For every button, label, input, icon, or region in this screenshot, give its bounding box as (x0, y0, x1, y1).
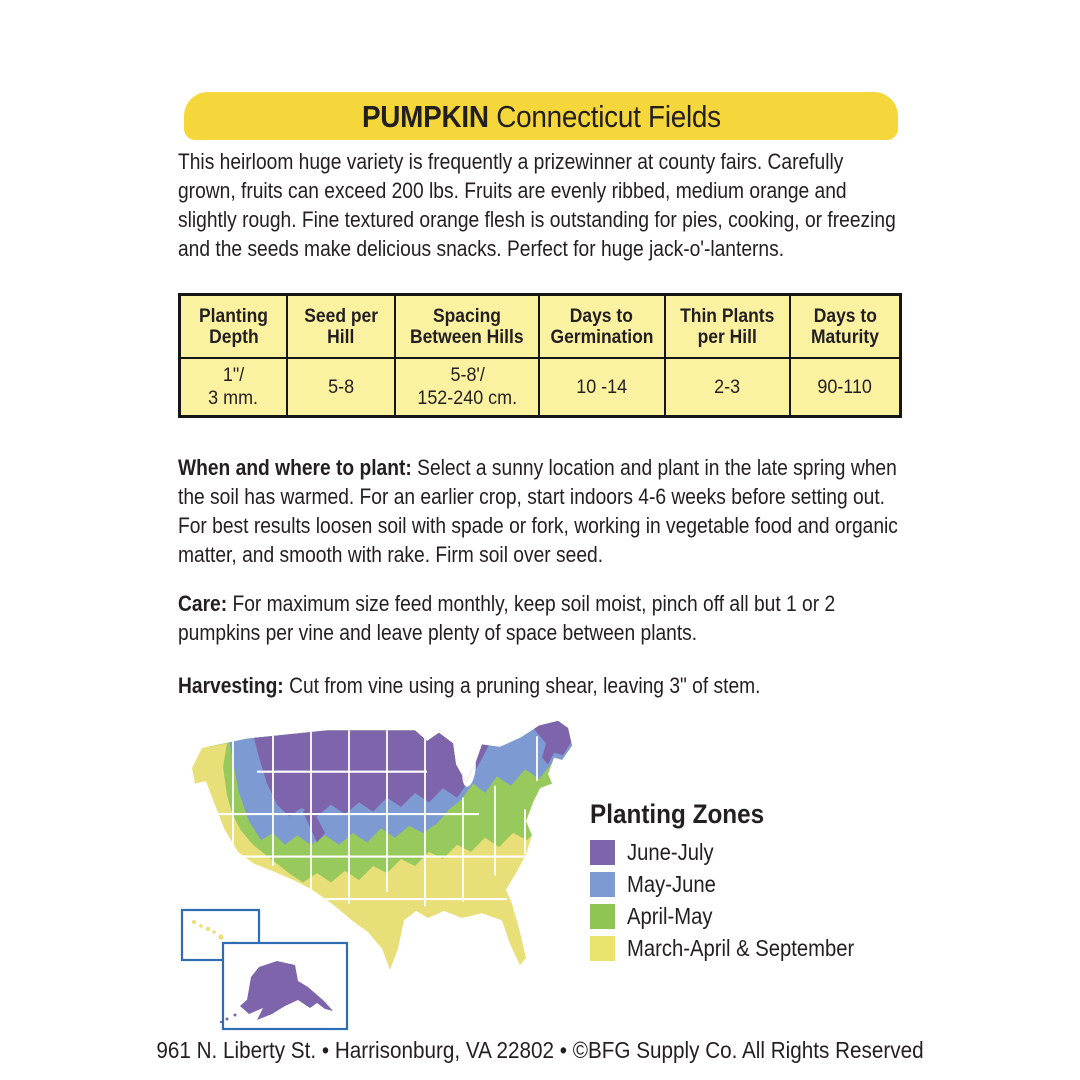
legend-label: April-May (627, 903, 713, 929)
description-text: This heirloom huge variety is frequently a prizewinner at county fairs. Carefully grown, fruits can exceed 200 lbs. Fruits are evenly ribbed, medium orange and slightly rough. Fine textured orange flesh is outstanding for pies, cooking, or freezing and the seeds make delicious snacks. Perfect for huge jack-o'-lanterns. (178, 149, 896, 261)
table-header-seed-per-hill: Seed per Hill (288, 296, 396, 357)
section-when-and-where (178, 453, 902, 569)
section-label: Care: (178, 591, 228, 616)
value-spacing: 5-8'/ 152-240 cm. (396, 359, 540, 415)
table-header-spacing: Spacing Between Hills (396, 296, 540, 357)
value-days-to-maturity: 90-110 (817, 375, 873, 398)
legend-label: June-July (627, 839, 714, 865)
variety-name: Connecticut Fields (495, 99, 721, 134)
section-care (178, 589, 902, 647)
table-header-days-to-germination: Days to Germination (540, 296, 666, 357)
value-seed-per-hill: 5-8 (288, 359, 396, 415)
legend-label: May-June (627, 871, 716, 897)
legend-swatch-may-june (590, 872, 615, 897)
product-name: PUMPKIN (361, 99, 489, 134)
table-header-row (181, 296, 899, 359)
legend-swatch-april-may (590, 904, 615, 929)
legend-item-march-april-september (590, 936, 885, 961)
title-banner (184, 92, 898, 140)
value-planting-depth: 1"/ 3 mm. (181, 359, 288, 415)
table-value-row (181, 359, 899, 415)
zone-june-july-wyoming (284, 772, 336, 810)
table-header-days-to-maturity: Days to Maturity (811, 305, 880, 348)
legend-item-may-june (590, 872, 885, 897)
value-days-to-germination: 10 -14 (540, 359, 666, 415)
planting-info-table (178, 293, 902, 418)
value-thin-plants: 2-3 (666, 359, 792, 415)
section-text: Select a sunny location and plant in the late spring when the soil has warmed. For an earlier crop, start indoors 4-6 weeks before setting out. For best results loosen soil with spade or fork, working in vegetable food and organic matter, and smooth with rake. Firm soil over seed. (178, 455, 898, 567)
legend-item-june-july (590, 840, 885, 865)
legend-item-april-may (590, 904, 885, 929)
footer-text: 961 N. Liberty St. • Harrisonburg, VA 22802 • ©BFG Supply Co. All Rights Reserved (156, 1037, 924, 1063)
footer (0, 1037, 1080, 1064)
legend-title: Planting Zones (590, 799, 765, 829)
legend-swatch-june-july (590, 840, 615, 865)
section-label: Harvesting: (178, 673, 284, 698)
section-text: Cut from vine using a pruning shear, leaving 3" of stem. (289, 673, 761, 698)
section-harvesting (178, 671, 902, 700)
legend-label: March-April & September (627, 935, 855, 961)
section-text: For maximum size feed monthly, keep soil moist, pinch off all but 1 or 2 pumpkins per vine and leave plenty of space between plants. (178, 591, 836, 645)
map-legend (590, 799, 885, 961)
table-header-planting-depth: Planting Depth (181, 296, 288, 357)
legend-swatch-march-april-september (590, 936, 615, 961)
page-title (362, 92, 721, 141)
planting-zones-map (177, 715, 597, 1035)
section-label: When and where to plant: (178, 455, 412, 480)
table-header-thin-plants: Thin Plants per Hill (666, 296, 792, 357)
